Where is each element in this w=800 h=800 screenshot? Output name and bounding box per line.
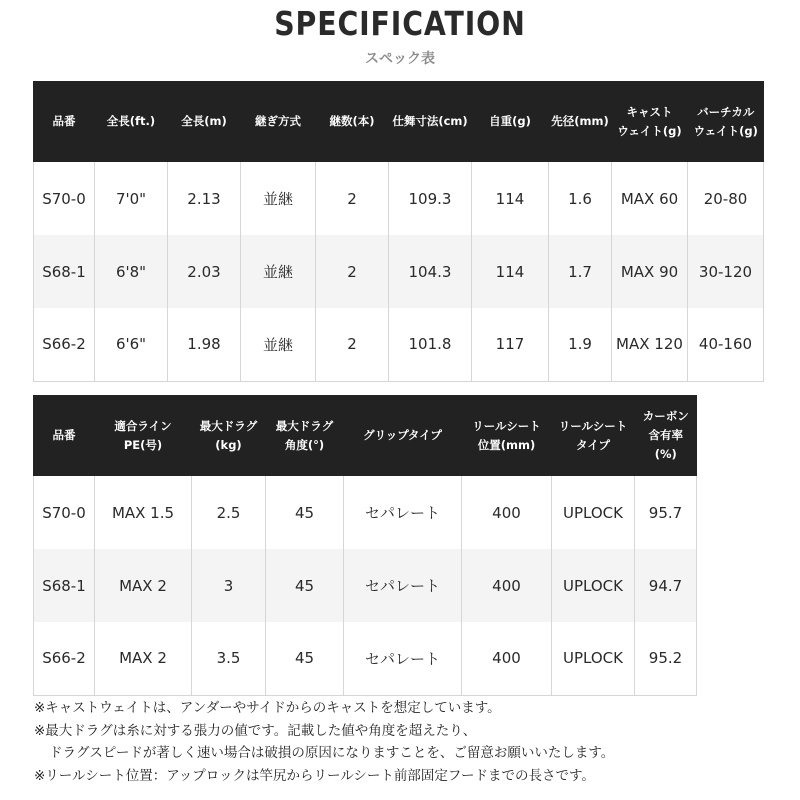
column-header-line: ウェイト(g)	[693, 123, 758, 138]
column-header-line: 先径(mm)	[551, 114, 609, 128]
table-cell: 2	[316, 162, 389, 235]
model-number-cell: S66-2	[34, 308, 95, 381]
column-header	[635, 395, 697, 476]
table-cell: セパレート	[344, 549, 462, 622]
table-cell: 40-160	[688, 308, 764, 381]
table-cell: UPLOCK	[552, 549, 635, 622]
table-cell: 30-120	[688, 235, 764, 308]
model-number-cell: S68-1	[34, 549, 95, 622]
model-number-cell: S68-1	[34, 235, 95, 308]
table-row	[34, 308, 764, 381]
column-header-line: 最大ドラグ	[199, 418, 258, 433]
column-header-line: 継ぎ方式	[255, 114, 301, 128]
column-header	[168, 81, 241, 162]
column-header-line: 最大ドラグ	[275, 418, 334, 433]
column-header-line: (%)	[654, 447, 677, 461]
column-header-line: 全長(m)	[181, 114, 227, 128]
table-cell: 400	[462, 622, 552, 695]
model-number-cell: S70-0	[34, 476, 95, 549]
page-title: SPECIFICATION	[274, 4, 526, 43]
column-header	[34, 81, 95, 162]
table-cell: 114	[472, 235, 549, 308]
table-cell: 2	[316, 308, 389, 381]
table-cell: MAX 60	[612, 162, 688, 235]
table-cell: 2.03	[168, 235, 241, 308]
table-cell: 400	[462, 476, 552, 549]
column-header-line: 継数(本)	[329, 114, 375, 128]
table-cell: 3.5	[192, 622, 266, 695]
table-row	[34, 622, 697, 695]
column-header	[552, 395, 635, 476]
column-header	[472, 81, 549, 162]
column-header	[95, 81, 168, 162]
table-cell: MAX 90	[612, 235, 688, 308]
table-cell: 94.7	[635, 549, 697, 622]
table-cell: MAX 2	[95, 622, 192, 695]
table-cell: 6'6"	[95, 308, 168, 381]
table-cell: MAX 120	[612, 308, 688, 381]
table-row	[34, 476, 697, 549]
table-cell: 117	[472, 308, 549, 381]
column-header	[612, 81, 688, 162]
note-line: ※最大ドラグは糸に対する張力の値です。記載した値や角度を超えたり、	[34, 722, 477, 739]
table-cell: 101.8	[389, 308, 472, 381]
column-header	[549, 81, 612, 162]
column-header-line: 適合ライン	[114, 418, 172, 433]
column-header-line: ウェイト(g)	[617, 123, 682, 138]
column-header-line: 角度(°)	[284, 437, 325, 452]
table-cell: 2.5	[192, 476, 266, 549]
table-cell: 6'8"	[95, 235, 168, 308]
model-number-cell: S66-2	[34, 622, 95, 695]
column-header-line: タイプ	[576, 437, 610, 452]
column-header-line: PE(号)	[123, 437, 163, 452]
table-cell: 並継	[241, 162, 316, 235]
column-header	[316, 81, 389, 162]
table-cell: 7'0"	[95, 162, 168, 235]
table-cell: 95.2	[635, 622, 697, 695]
column-header-line: カーボン	[642, 409, 689, 423]
notes	[34, 697, 794, 787]
table-cell: 並継	[241, 308, 316, 381]
table-row	[34, 162, 764, 235]
table-cell: 109.3	[389, 162, 472, 235]
table-row	[34, 549, 697, 622]
column-header-line: 含有率	[648, 428, 683, 442]
column-header	[34, 395, 95, 476]
table-cell: 3	[192, 549, 266, 622]
table-cell: 400	[462, 549, 552, 622]
table-cell: UPLOCK	[552, 622, 635, 695]
table-cell: 1.9	[549, 308, 612, 381]
column-header	[192, 395, 266, 476]
note-line: ドラグスピードが著しく速い場合は破損の原因になりますことを、ご留意お願いいたします。	[49, 745, 615, 761]
column-header-line: リールシート	[558, 418, 628, 433]
column-header	[688, 81, 764, 162]
table-cell: 114	[472, 162, 549, 235]
note-line: ※リールシート位置：アップロックは竿尻からリールシート前部固定フードまでの長さです。	[34, 767, 595, 784]
table-row	[34, 235, 764, 308]
table-cell: 1.7	[549, 235, 612, 308]
table-cell: UPLOCK	[552, 476, 635, 549]
column-header-line: 品番	[52, 114, 76, 128]
column-header-line: 品番	[52, 428, 76, 442]
table-cell: 104.3	[389, 235, 472, 308]
table-cell: 2	[316, 235, 389, 308]
column-header	[241, 81, 316, 162]
table-header-row	[34, 81, 764, 162]
column-header	[462, 395, 552, 476]
table-cell: MAX 1.5	[95, 476, 192, 549]
column-header-line: リールシート	[472, 418, 541, 433]
column-header-line: (kg)	[215, 437, 242, 452]
column-header	[389, 81, 472, 162]
table-cell: 2.13	[168, 162, 241, 235]
column-header-line: グリップタイプ	[363, 428, 442, 442]
table-cell: 20-80	[688, 162, 764, 235]
spec-table-2	[33, 395, 697, 696]
table-cell: MAX 2	[95, 549, 192, 622]
column-header-line: バーチカル	[697, 104, 755, 119]
column-header-line: 仕舞寸法(cm)	[392, 114, 468, 128]
table-cell: 95.7	[635, 476, 697, 549]
table-cell: 45	[266, 549, 344, 622]
table-cell: 1.98	[168, 308, 241, 381]
column-header-line: 位置(mm)	[477, 437, 536, 452]
column-header-line: 全長(ft.)	[106, 114, 156, 128]
column-header	[95, 395, 192, 476]
note-line: ※キャストウェイトは、アンダーやサイドからのキャストを想定しています。	[34, 700, 501, 716]
column-header-line: キャスト	[626, 104, 673, 119]
model-number-cell: S70-0	[34, 162, 95, 235]
table-cell: 1.6	[549, 162, 612, 235]
table-cell: 並継	[241, 235, 316, 308]
column-header-line: 自重(g)	[489, 114, 531, 128]
column-header	[344, 395, 462, 476]
table-cell: 45	[266, 476, 344, 549]
table-cell: 45	[266, 622, 344, 695]
column-header	[266, 395, 344, 476]
table-cell: セパレート	[344, 476, 462, 549]
page-subtitle: スペック表	[365, 51, 435, 67]
table-cell: セパレート	[344, 622, 462, 695]
spec-table-1	[33, 81, 764, 382]
table-header-row	[34, 395, 697, 476]
